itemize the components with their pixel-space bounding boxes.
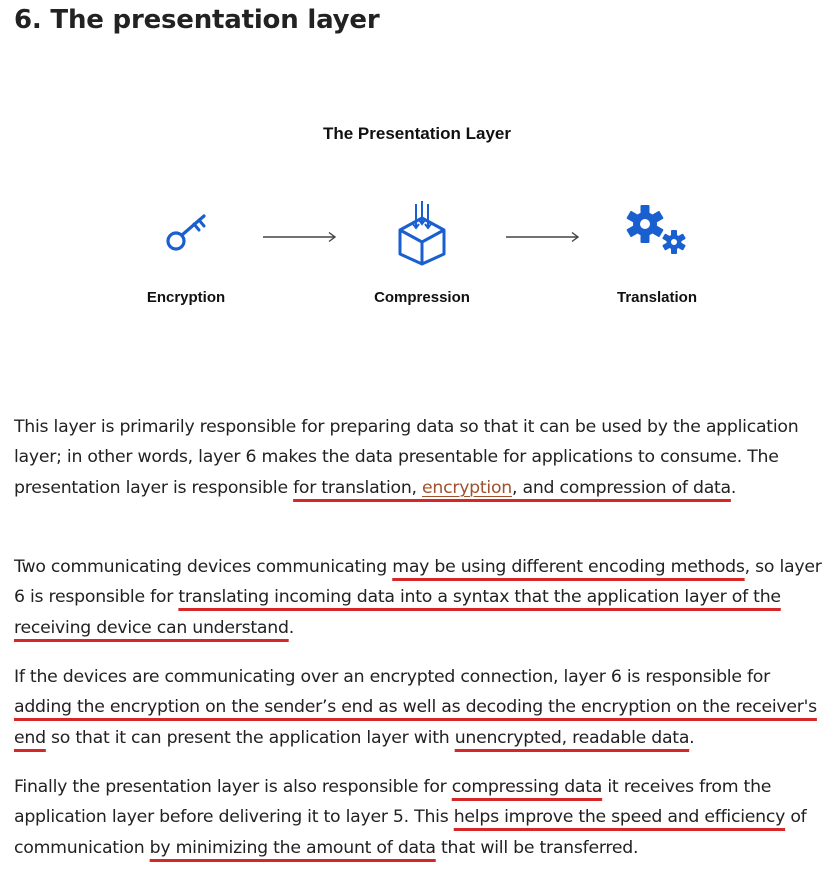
- paragraph-1: [14, 412, 824, 503]
- encryption-link[interactable]: encryption: [422, 477, 513, 498]
- highlighted-text: translating incoming data into a syntax that the application layer of the receiving device can understand: [14, 587, 781, 638]
- text-span: .: [288, 617, 294, 638]
- paragraph-2: [14, 552, 824, 643]
- step-label-encryption: Encryption: [146, 289, 226, 306]
- step-label-translation: Translation: [616, 289, 698, 306]
- compressed-box-icon: [394, 200, 450, 266]
- text-span: so that it can present the application layer with: [45, 727, 455, 748]
- text-span: it receives from the application layer before delivering it to layer 5. This: [14, 777, 772, 828]
- highlighted-text: by minimizing the amount of data: [149, 837, 436, 858]
- highlighted-text: helps improve the speed and efficiency: [453, 807, 786, 828]
- paragraph-4: [14, 772, 824, 863]
- text-span: , and compression of data: [512, 477, 731, 498]
- text-span: , so layer 6 is responsible for: [14, 557, 822, 608]
- text-span: .: [730, 477, 737, 498]
- highlighted-text: [293, 478, 731, 498]
- presentation-layer-diagram: [0, 100, 834, 330]
- highlighted-text: unencrypted, readable data: [454, 727, 690, 748]
- text-span: of communication: [14, 807, 807, 858]
- text-span: If the devices are communicating over an encrypted connection, layer 6 is responsible for: [14, 667, 770, 687]
- text-span: Two communicating devices communicating: [14, 557, 393, 577]
- text-span: Finally the presentation layer is also responsible for: [14, 777, 452, 797]
- text-span: .: [689, 727, 695, 748]
- highlighted-text: may be using different encoding methods: [392, 557, 745, 577]
- text-span: for translation,: [293, 477, 423, 498]
- paragraph-3: [14, 662, 824, 753]
- diagram-title: The Presentation Layer: [322, 124, 511, 143]
- arrow-right-icon: [505, 231, 581, 243]
- highlighted-text: compressing data: [451, 777, 603, 797]
- key-icon: [160, 210, 214, 256]
- text-span: This layer is primarily responsible for preparing data so that it can be used by the application layer; in other words, layer 6 makes the data presentable for applications to consume. The presentation layer is responsible: [14, 417, 799, 498]
- step-label-compression: Compression: [374, 289, 470, 306]
- arrow-right-icon: [262, 231, 338, 243]
- gears-icon: [624, 204, 690, 258]
- page-title: 6. The presentation layer: [14, 5, 380, 35]
- highlighted-text: adding the encryption on the sender’s end as well as decoding the encryption on the receiver's end: [14, 697, 817, 748]
- text-span: that will be transferred.: [435, 837, 639, 858]
